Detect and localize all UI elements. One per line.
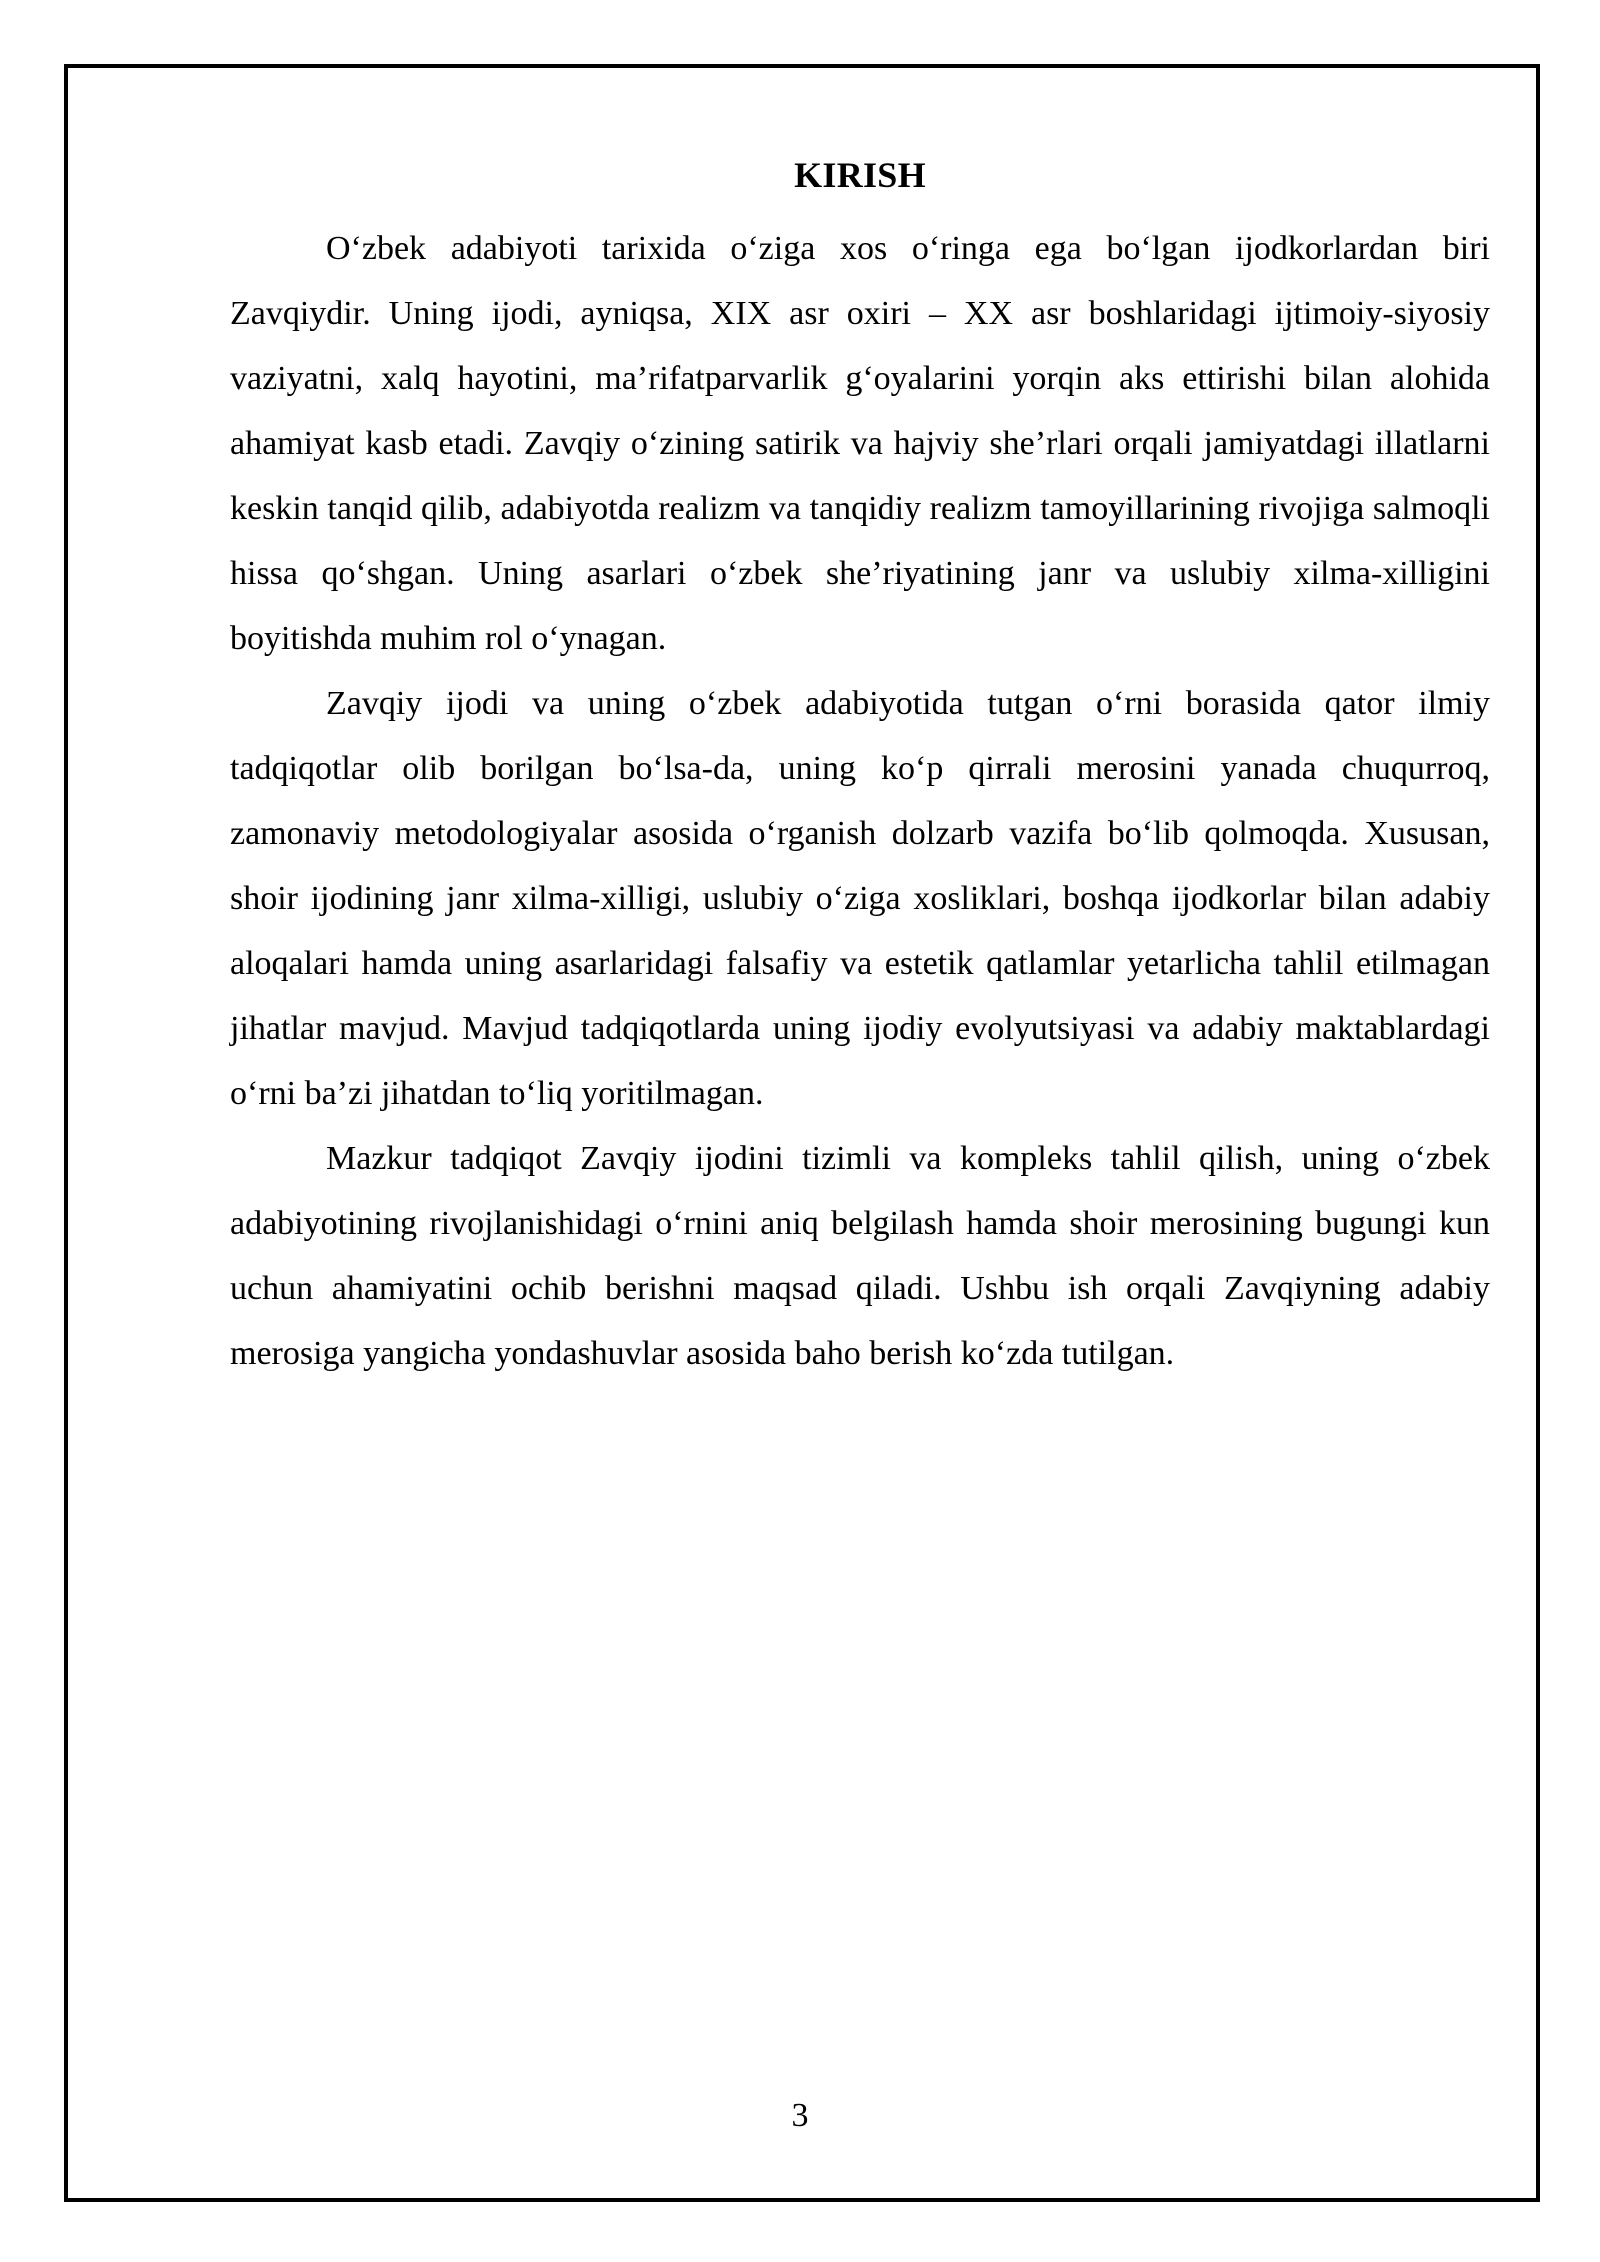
paragraph-2: Zavqiy ijodi va uning o‘zbek adabiyotida tutgan o‘rni borasida qator ilmiy tadqiqotlar olib borilgan bo‘lsa-da, uning ko‘p qirrali merosini yanada chuqurroq, zamonaviy metodologiyalar asosida o‘rganish dolzarb vazifa bo‘lib qolmoqda. Xususan, shoir ijodining janr xilma-xilligi, uslubiy o‘ziga xosliklari, boshqa ijodkorlar bilan adabiy aloqalari hamda uning asarlaridagi falsafiy va estetik qatlamlar yetarlicha tahlil etilmagan jihatlar mavjud. Mavjud tadqiqotlarda uning ijodiy evolyutsiyasi va adabiy maktablardagi o‘rni ba’zi jihatdan to‘liq yoritilmagan. xyxy=(230,685,1490,1112)
page-number: 3 xyxy=(791,2097,809,2134)
page-content xyxy=(230,150,1490,1386)
section-title: KIRISH xyxy=(794,155,926,195)
paragraph-1: O‘zbek adabiyoti tarixida o‘ziga xos o‘ringa ega bo‘lgan ijodkorlardan biri Zavqiydir. Uning ijodi, ayniqsa, XIX asr oxiri – XX asr boshlaridagi ijtimoiy-siyosiy vaziyatni, xalq hayotini, ma’rifatparvarlik g‘oyalarini yorqin aks ettirishi bilan alohida ahamiyat kasb etadi. Zavqiy o‘zining satirik va hajviy she’rlari orqali jamiyatdagi illatlarni keskin tanqid qilib, adabiyotda realizm va tanqidiy realizm tamoyillarining rivojiga salmoqli hissa qo‘shgan. Uning asarlari o‘zbek she’riyatining janr va uslubiy xilma-xilligini boyitishda muhim rol o‘ynagan. xyxy=(230,230,1490,657)
paragraph-3: Mazkur tadqiqot Zavqiy ijodini tizimli va kompleks tahlil qilish, uning o‘zbek adabiyotining rivojlanishidagi o‘rnini aniq belgilash hamda shoir merosining bugungi kun uchun ahamiyatini ochib berishni maqsad qiladi. Ushbu ish orqali Zavqiyning adabiy merosiga yangicha yondashuvlar asosida baho berish ko‘zda tutilgan. xyxy=(230,1140,1490,1372)
